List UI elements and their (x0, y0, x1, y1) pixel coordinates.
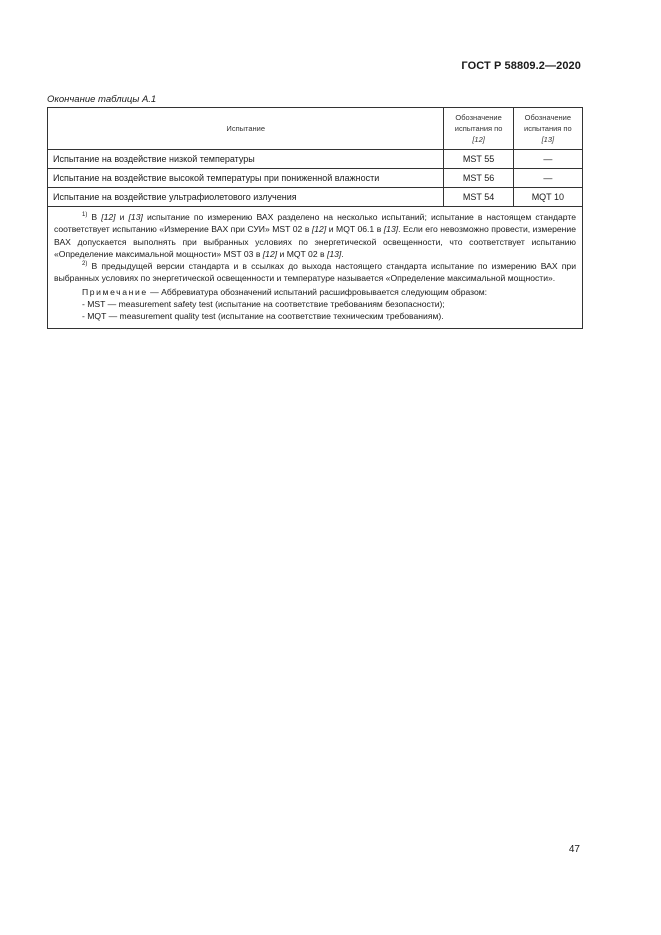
header-designation-12-line2: испытания по (454, 124, 503, 133)
footnote-2-text: В предыдущей версии стандарта и в ссылках до выхода настоящего стандарта испытание по измерению ВАХ при выбранных условиях по энергетической освещенности и температуре называется «Определение максимальной мощности». (54, 261, 577, 284)
header-designation-12-ref: [12] (472, 135, 485, 144)
footnote-1-marker: 1) (82, 212, 88, 219)
fn1-ref: [13] (383, 224, 399, 235)
fn1-text: В (91, 212, 102, 222)
fn1-ref: [12] (262, 248, 278, 259)
row-ref13: — (513, 150, 582, 169)
table-row (48, 150, 583, 169)
table-row (48, 188, 583, 207)
row-test-name: Испытание на воздействие низкой температуры (48, 150, 444, 169)
header-designation-13-line2: испытания по (524, 124, 572, 133)
row-ref12: MST 56 (444, 169, 513, 188)
row-test-name: Испытание на воздействие высокой температуры при пониженной влажности (48, 169, 444, 188)
fn1-text: и (115, 212, 129, 222)
header-designation-12 (444, 108, 513, 150)
note (54, 286, 576, 298)
row-ref13: MQT 10 (513, 188, 582, 207)
fn1-text: и MQT 02 в (277, 248, 327, 259)
tests-table (47, 107, 583, 329)
row-ref12: MST 54 (444, 188, 513, 207)
fn1-text: . Если его невозможно провести, измерение ВАХ допускается выполнять при выбранных условиях по энергетической освещенности, что соответствует испытанию «Определение максимальной мощности» MST 03 в (54, 224, 576, 259)
fn1-ref: [13] (128, 212, 143, 222)
header-designation-12-line1: Обозначение (455, 113, 502, 122)
row-ref13: — (513, 169, 582, 188)
standard-code: ГОСТ Р 58809.2—2020 (461, 60, 581, 72)
note-item-mst: - MST — measurement safety test (испытание на соответствие требованиям безопасности); (82, 299, 445, 310)
table-notes (48, 207, 583, 329)
page-number: 47 (568, 844, 580, 855)
fn1-text: . (341, 248, 344, 259)
row-test-name: Испытание на воздействие ультрафиолетового излучения (48, 188, 444, 207)
table-row (48, 169, 583, 188)
header-designation-13 (513, 108, 582, 150)
note-item-mqt: - MQT — measurement quality test (испытание на соответствие техническим требованиям). (82, 311, 444, 322)
table-caption: Окончание таблицы А.1 (47, 94, 157, 105)
fn1-ref: [13] (326, 248, 342, 259)
footnote-2-marker: 2) (82, 261, 88, 268)
fn1-ref: [12] (311, 224, 327, 235)
fn1-ref: [12] (101, 212, 116, 222)
note-label: Примечание (82, 286, 148, 297)
footnote-1 (54, 211, 576, 260)
header-designation-13-line1: Обозначение (524, 113, 572, 122)
row-ref12: MST 55 (444, 150, 513, 169)
header-test: Испытание (48, 108, 444, 150)
header-designation-13-ref: [13] (541, 135, 555, 144)
fn1-text: и MQT 06.1 в (326, 224, 384, 235)
note-text: — Аббревиатура обозначений испытаний расшифровывается следующим образом: (147, 286, 488, 297)
footnote-2 (54, 260, 576, 285)
table-header-row (48, 108, 583, 150)
fn1-text: испытание по измерению ВАХ разделено на несколько испытаний; испытание в настоящем стандарте соответствует испытанию «Измерение ВАХ при СУИ» MST 02 в (54, 212, 577, 235)
table-notes-row (48, 207, 583, 329)
